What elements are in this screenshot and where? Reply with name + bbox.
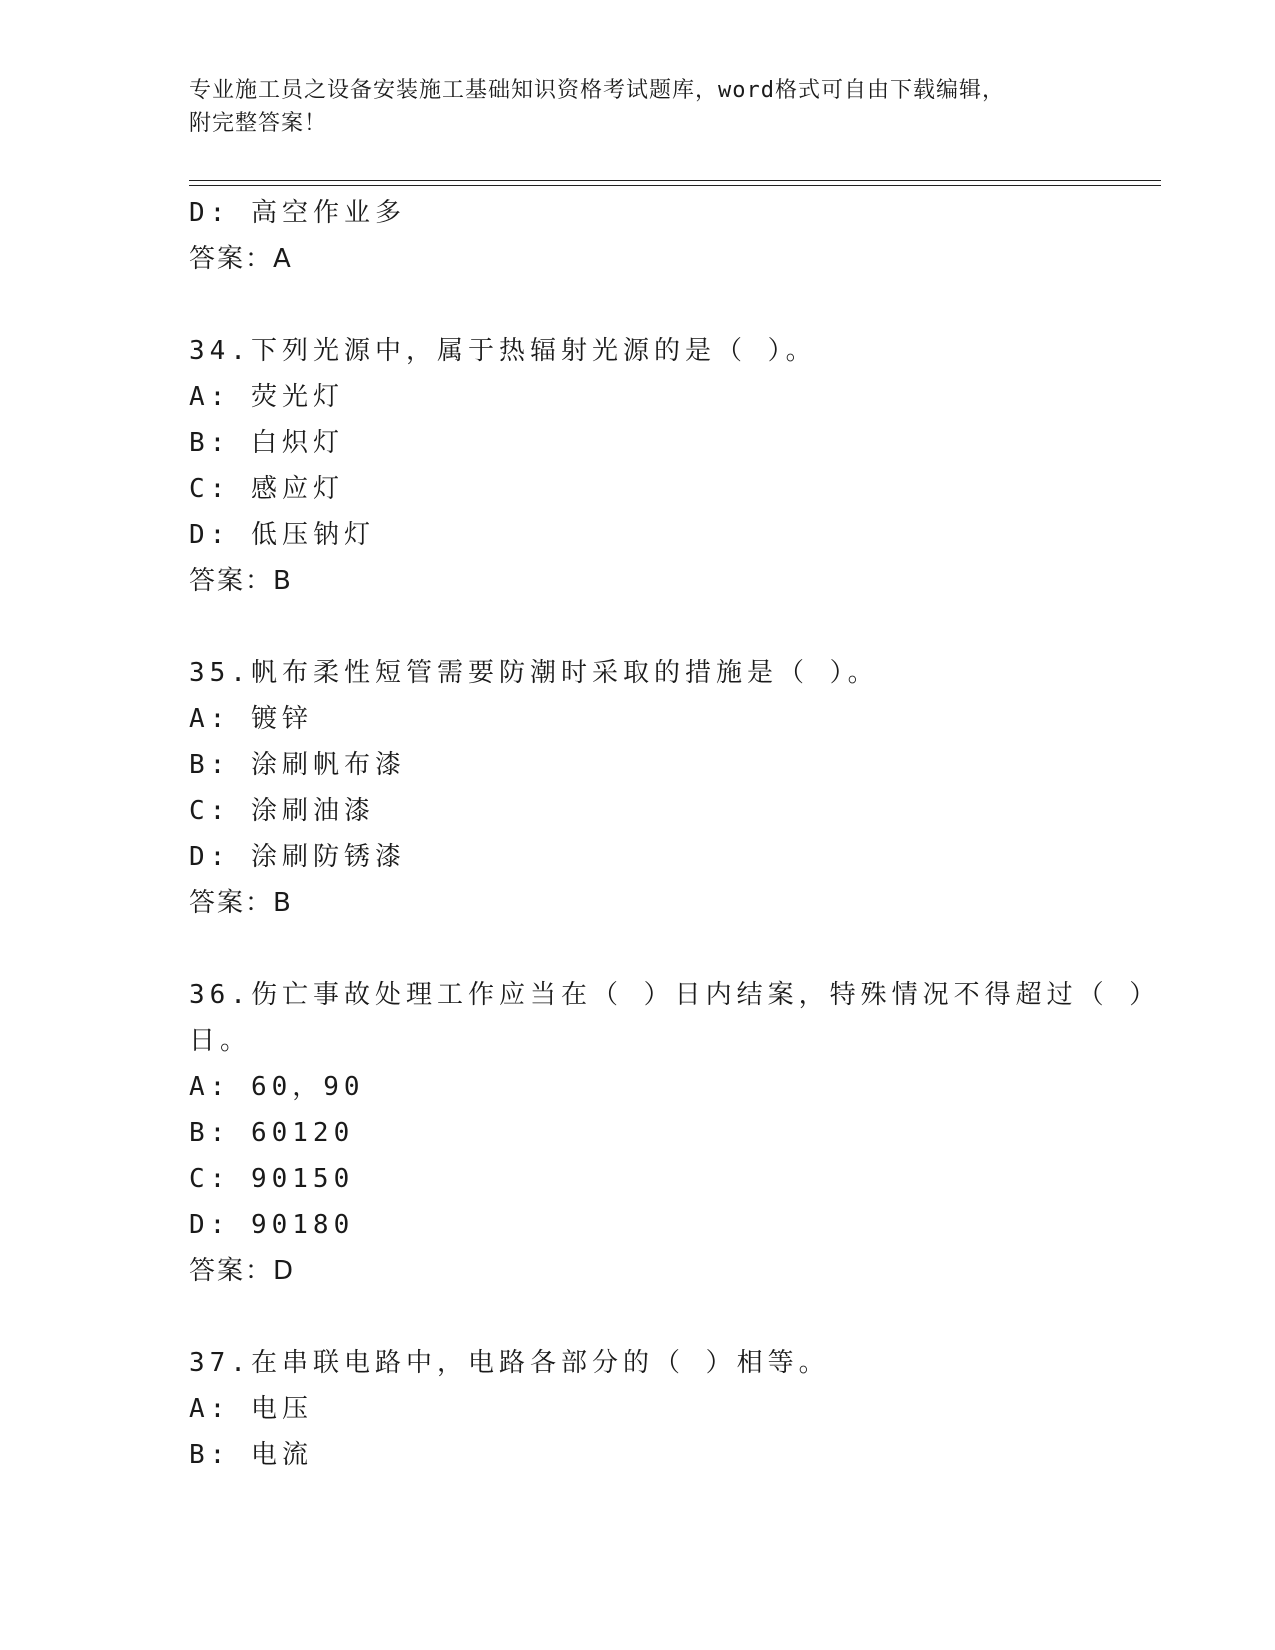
- q36-answer: 答案：D: [189, 1256, 296, 1286]
- q34-option-c: C: 感应灯: [189, 474, 344, 504]
- q34-question: 34.下列光源中，属于热辐射光源的是（ ）。: [189, 336, 817, 366]
- q34-option-a: A: 荧光灯: [189, 382, 344, 412]
- q34-option-b: B: 白炽灯: [189, 428, 344, 458]
- q36-question-line-1: 36.伤亡事故处理工作应当在（ ）日内结案，特殊情况不得超过（ ）: [189, 980, 1161, 1010]
- spacer: [189, 926, 1089, 972]
- q33-option-d: D: 高空作业多: [189, 198, 406, 228]
- q37-option-a: A: 电压: [189, 1394, 313, 1424]
- spacer: [189, 282, 1089, 328]
- q36-option-c: C: 90150: [189, 1164, 355, 1194]
- header-divider-bottom: [189, 185, 1161, 186]
- question-list: [189, 190, 1161, 1478]
- q37-question: 37.在串联电路中，电路各部分的（ ）相等。: [189, 1348, 830, 1378]
- spacer: [189, 1294, 1089, 1340]
- q36-question-line-2: 日。: [189, 1026, 252, 1056]
- q36-option-a: A: 60，90: [189, 1072, 365, 1102]
- q35-option-a: A: 镀锌: [189, 704, 313, 734]
- question-33-tail: [189, 190, 1089, 282]
- q35-answer: 答案：B: [189, 888, 293, 918]
- q34-option-d: D: 低压钠灯: [189, 520, 375, 550]
- question-37: [189, 1340, 1089, 1478]
- q35-question: 35.帆布柔性短管需要防潮时采取的措施是（ ）。: [189, 658, 879, 688]
- q35-option-c: C: 涂刷油漆: [189, 796, 375, 826]
- header-line-2: 附完整答案！: [189, 111, 328, 136]
- q35-option-b: B: 涂刷帆布漆: [189, 750, 406, 780]
- header-divider-top: [189, 180, 1161, 181]
- q34-answer: 答案：B: [189, 566, 293, 596]
- question-36: [189, 972, 1161, 1294]
- q35-option-d: D: 涂刷防锈漆: [189, 842, 406, 872]
- question-35: [189, 650, 1089, 926]
- document-header: [189, 74, 1089, 140]
- q37-option-b: B: 电流: [189, 1440, 313, 1470]
- q33-answer: 答案：A: [189, 244, 293, 274]
- header-line-1: 专业施工员之设备安装施工基础知识资格考试题库，word格式可自由下载编辑，: [189, 78, 1005, 103]
- spacer: [189, 604, 1089, 650]
- q36-option-b: B: 60120: [189, 1118, 355, 1148]
- q36-option-d: D: 90180: [189, 1210, 355, 1240]
- question-34: [189, 328, 1089, 604]
